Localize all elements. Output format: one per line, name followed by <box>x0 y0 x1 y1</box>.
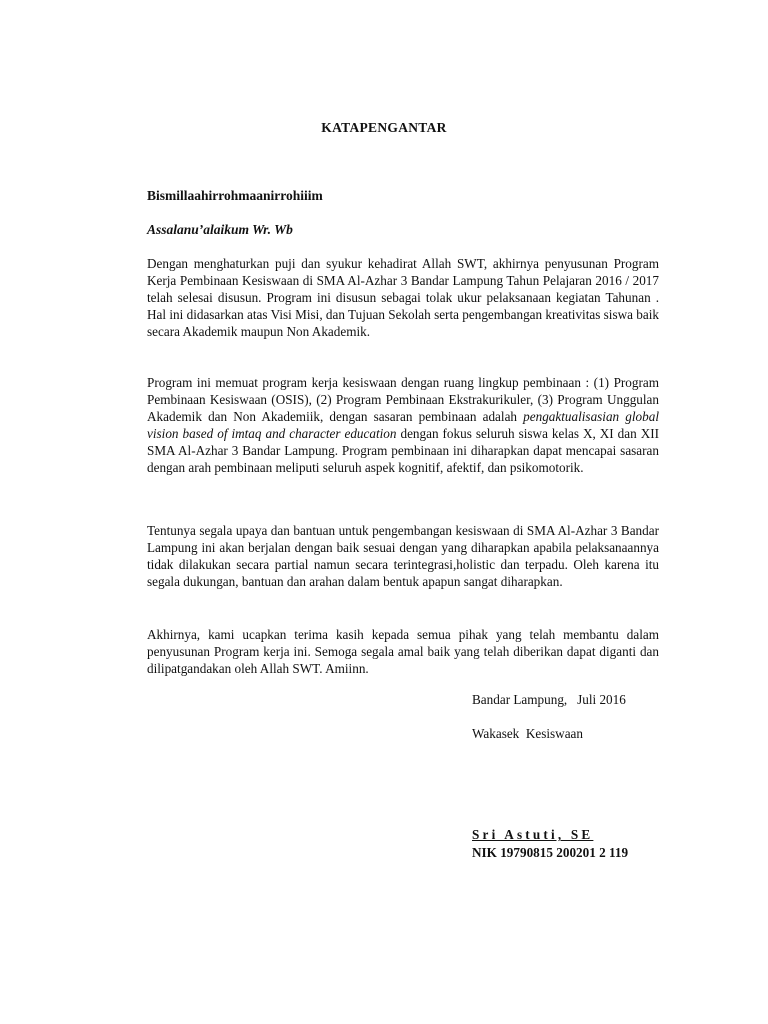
greeting: Assalanu’alaikum Wr. Wb <box>147 222 293 237</box>
signer-id: NIK 19790815 200201 2 119 <box>472 845 629 860</box>
paragraph-1: Dengan menghaturkan puji dan syukur kehadirat Allah SWT, akhirnya penyusunan Program Kerja Pembinaan Kesiswaan di SMA Al-Azhar 3 Bandar Lampung Tahun Pelajaran 2016 / 2017 telah selesai disusun. Program ini disusun sebagai tolak ukur pelaksanaan kegiatan Tahunan . Hal ini didasarkan atas Visi Misi, dan Tujuan Sekolah serta pengembangan kreativitas siswa baik secara Akademik maupun Non Akademik. <box>147 256 659 339</box>
signature-place-date: Bandar Lampung, Juli 2016 <box>472 692 626 707</box>
paragraph-3: Tentunya segala upaya dan bantuan untuk pengembangan kesiswaan di SMA Al-Azhar 3 Bandar Lampung ini akan berjalan dengan baik sesuai dengan yang diharapkan apabila pelaksanaannya tidak dilakukan secara partial namun secara terintegrasi,holistic dan terpadu. Oleh karena itu segala dukungan, bantuan dan arahan dalam bentuk apapun sangat diharapkan. <box>147 523 659 589</box>
signer-name: Sri Astuti, SE <box>472 827 594 842</box>
paragraph-2-part-1: Program ini memuat program kerja kesiswaan dengan ruang lingkup pembinaan : (1) Program Pembinaan Kesiswaan (OSIS), (2) Program Pembinaan Ekstrakurikuler, (3) Program Unggulan Akademik dan Non Akademiik, dengan sasaran pembinaan adalah <box>147 375 659 424</box>
paragraph-4: Akhirnya, kami ucapkan terima kasih kepada semua pihak yang telah membantu dalam penyusunan Program kerja ini. Semoga segala amal baik yang telah diberikan dapat diganti dan dilipatgandakan oleh Allah SWT. Amiinn. <box>147 627 659 676</box>
document-title: KATAPENGANTAR <box>321 120 447 135</box>
paragraph-2-part-2: dengan fokus seluruh siswa kelas X, XI dan XII SMA Al-Azhar 3 Bandar Lampung. Program pembinaan ini diharapkan dapat mencapai sasaran dengan arah pembinaan meliputi seluruh aspek kognitif, afektif, dan psikomotorik. <box>147 426 659 475</box>
opening-phrase: Bismillaahirrohmaanirrohiiim <box>147 188 323 203</box>
paragraph-2-italic: pengaktualisasian global vision based of imtaq and character education <box>147 409 659 441</box>
signature-position: Wakasek Kesiswaan <box>472 726 583 741</box>
paragraph-2 <box>147 374 659 476</box>
